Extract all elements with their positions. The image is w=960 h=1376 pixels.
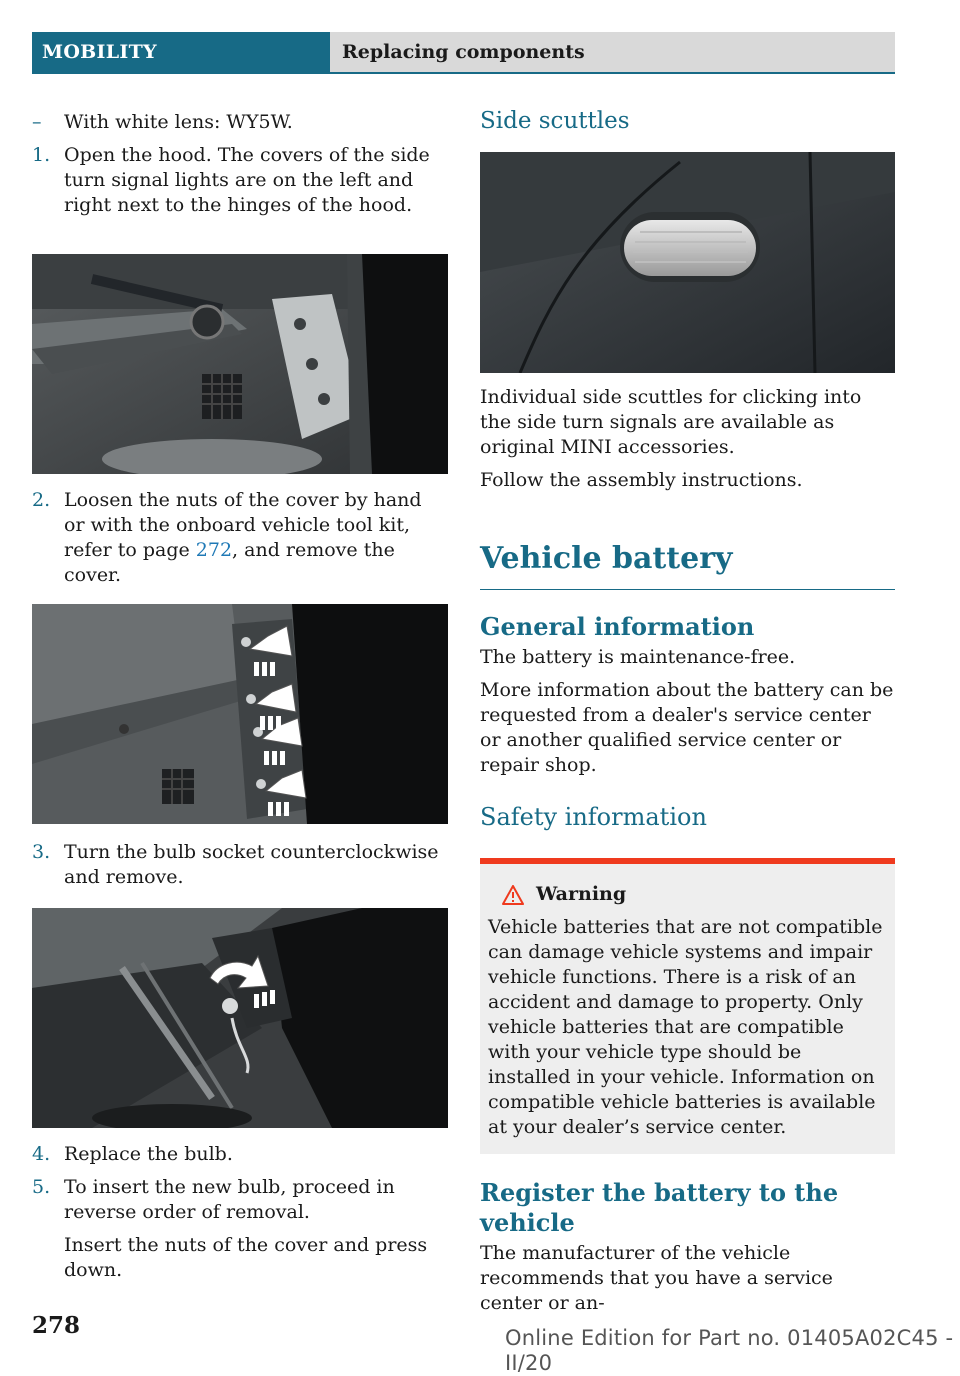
assembly-instructions-text: Follow the assembly instructions. xyxy=(480,469,803,491)
general-information-heading: General information xyxy=(480,612,755,641)
step-5 xyxy=(32,1175,448,1283)
step-text: Replace the bulb. xyxy=(64,1143,233,1165)
warning-triangle-icon xyxy=(502,885,524,905)
photo-cover-nuts xyxy=(32,604,448,824)
side-scuttles-text: Individual side scuttles for clicking into the side turn signals are available as original MINI accessories. xyxy=(480,386,862,458)
step-number: 1. xyxy=(32,144,51,166)
step-number: 5. xyxy=(32,1176,51,1198)
list-item xyxy=(32,110,448,135)
step-number: 2. xyxy=(32,489,51,511)
side-scuttles-heading: Side scuttles xyxy=(480,108,630,134)
warning-box xyxy=(480,858,895,1154)
section-rule xyxy=(480,589,895,590)
warning-title-row xyxy=(488,882,887,907)
section-tab: MOBILITY xyxy=(32,32,330,72)
right-column xyxy=(480,106,895,1316)
step-2 xyxy=(32,488,448,588)
page-title: Replacing components xyxy=(330,32,895,72)
step-1 xyxy=(32,143,448,218)
photo-bulb-socket xyxy=(32,908,448,1128)
step-4 xyxy=(32,1142,448,1167)
warning-title: Warning xyxy=(536,883,627,905)
dash-marker: – xyxy=(32,111,42,133)
photo-side-scuttle xyxy=(480,152,895,373)
step-number: 4. xyxy=(32,1143,51,1165)
header-rule xyxy=(32,72,895,74)
page-link[interactable]: 272 xyxy=(195,539,233,561)
vehicle-battery-heading: Vehicle battery xyxy=(480,541,733,576)
step-text: Loosen the nuts of the cover by hand or with the onboard vehicle tool kit, refer to page 272, and remove the cover. xyxy=(64,489,422,586)
edition-footer: Online Edition for Part no. 01405A02C45 - II/20 xyxy=(505,1326,954,1375)
step-5-text: To insert the new bulb, proceed in reverse order of removal. xyxy=(64,1176,395,1223)
step-number: 3. xyxy=(32,841,51,863)
left-column xyxy=(32,110,448,1283)
warning-text: Vehicle batteries that are not compatible can damage vehicle systems and impair vehicle functions. There is a risk of an accident and damage to property. Only vehicle batteries that are compatible with your vehicle type should be installed in your vehicle. Information on compatible vehicle batteries is available at your dealer’s service center. xyxy=(488,916,883,1138)
register-battery-text: The manufacturer of the vehicle recommends that you have a service center or an- xyxy=(480,1242,833,1314)
register-battery-heading: Register the battery to the vehicle xyxy=(480,1178,839,1237)
step-text: Open the hood. The covers of the side turn signal lights are on the left and right next to the hinges of the hood. xyxy=(64,144,430,216)
safety-information-heading: Safety information xyxy=(480,803,707,831)
step-3 xyxy=(32,840,448,890)
step-text: Turn the bulb socket counterclockwise and remove. xyxy=(64,841,439,888)
list-item-text: With white lens: WY5W. xyxy=(64,111,293,133)
step-5-note: Insert the nuts of the cover and press down. xyxy=(64,1234,428,1281)
general-text-2: More information about the battery can be requested from a dealer's service center or another qualified service center or repair shop. xyxy=(480,679,894,776)
photo-hood-hinge xyxy=(32,254,448,474)
general-text-1: The battery is maintenance-free. xyxy=(480,646,796,668)
page-number: 278 xyxy=(32,1312,81,1339)
step-text xyxy=(64,1175,448,1283)
